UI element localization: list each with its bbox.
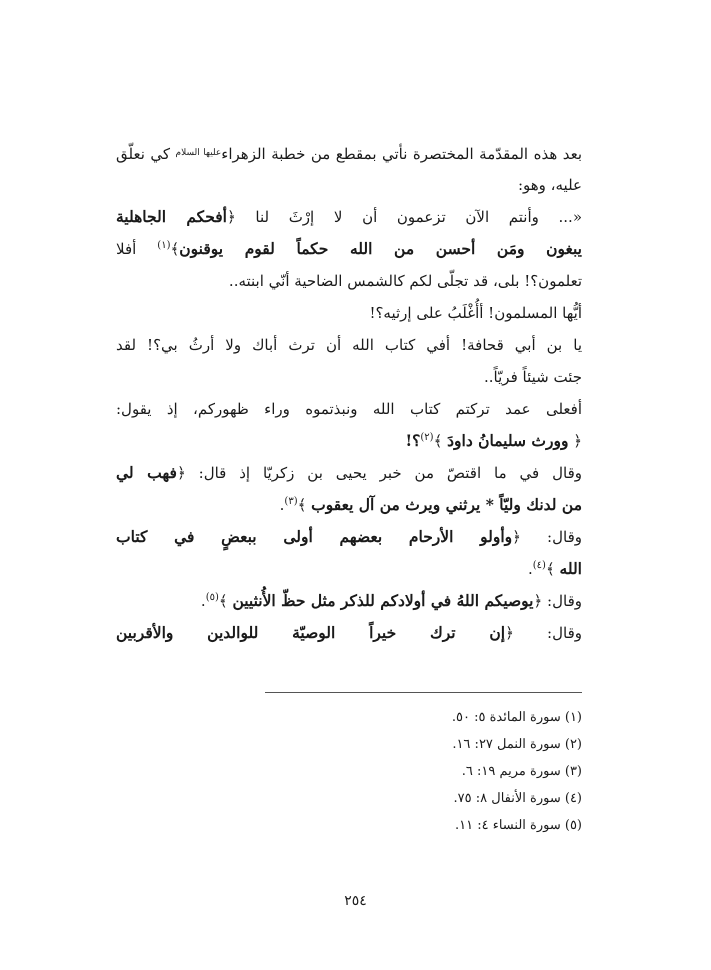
text-line — [116, 169, 582, 201]
quran-quote: الله — [559, 559, 582, 578]
punctuation: . — [200, 592, 206, 610]
intro-text-2: عليه، وهو: — [517, 176, 582, 194]
main-text — [116, 137, 582, 649]
footnotes — [116, 704, 582, 839]
footnote: (١) سورة المائدة ٥: ٥٠. — [451, 710, 582, 725]
page-number: ٢٥٤ — [344, 893, 367, 909]
bracket: ﴾ — [218, 592, 233, 610]
text-line — [116, 297, 582, 329]
text-line — [116, 489, 582, 521]
text-line — [116, 393, 582, 425]
footnote: (٢) سورة النمل ٢٧: ١٦. — [452, 737, 582, 752]
khutba-text: جئت شيئاً فريّاً.. — [484, 368, 582, 386]
text-line — [116, 553, 582, 585]
khutba-text: أفلا — [116, 240, 158, 258]
footnote-divider — [265, 692, 582, 693]
khutba-text: يا بن أبي قحافة! أفي كتاب الله أن ترث أباك ولا أرثُ بي؟! لقد — [116, 336, 582, 354]
quran-quote: يوصيكم اللهُ في أولادكم للذكر مثل حظّ الأُنثيين — [232, 591, 534, 610]
quran-quote: وورث سليمانُ داودَ — [447, 431, 569, 450]
footnote: (٥) سورة النساء ٤: ١١. — [454, 818, 582, 833]
khutba-text: «... وأنتم الآن تزعمون أن لا إرْثَ لنا ﴿ — [226, 208, 583, 226]
punctuation: . — [279, 496, 285, 514]
text-line — [116, 425, 582, 457]
quran-quote: إن ترك خيراً الوصيّة للوالدين والأقربين — [116, 623, 506, 642]
text-line — [116, 329, 582, 361]
khutba-text: وقال في ما اقتصّ من خبر يحيى بن زكريّا إذ قال: ﴿ — [176, 464, 583, 482]
bracket: ﴾ — [170, 240, 180, 258]
khutba-text: أفعلى عمد تركتم كتاب الله ونبذتموه وراء ظهوركم، إذ يقول: — [116, 400, 582, 418]
text-line — [116, 521, 582, 553]
punctuation: ؟! — [405, 431, 421, 450]
bracket: ﴿ — [568, 432, 582, 450]
bracket: ﴾ — [297, 496, 312, 514]
text-line — [116, 585, 582, 617]
quran-quote: يبغون ومَن أحسن من الله حكماً لقوم يوقنون — [179, 239, 582, 258]
footnote-ref: (١) — [157, 240, 171, 251]
khutba-text: وقال: ﴿ — [512, 528, 582, 546]
salawat-glyph: عليها السلام — [175, 148, 222, 158]
footnote-ref: (٤) — [532, 560, 546, 571]
footnote: (٤) سورة الأنفال ٨: ٧٥. — [453, 791, 582, 806]
bracket: ﴾ — [545, 560, 560, 578]
punctuation: . — [527, 560, 533, 578]
text-line — [116, 457, 582, 489]
footnote-ref: (٢) — [420, 432, 434, 443]
footnote-ref: (٣) — [284, 496, 298, 507]
bracket: ﴾ — [433, 432, 448, 450]
text-line — [116, 233, 582, 265]
text-line — [116, 361, 582, 393]
text-line — [116, 137, 582, 169]
khutba-text: وقال: ﴿ — [533, 592, 582, 610]
intro-text-end: كي نعلّق — [116, 145, 176, 163]
footnote: (٣) سورة مريم ١٩: ٦. — [461, 764, 582, 779]
footnote-ref: (٥) — [205, 592, 219, 603]
khutba-text: وقال: ﴿ — [505, 624, 582, 642]
intro-text: بعد هذه المقدّمة المختصرة نأتي بمقطع من خطبة الزهراء — [221, 145, 583, 163]
text-line — [116, 265, 582, 297]
text-line — [116, 201, 582, 233]
khutba-text: تعلمون؟! بلى، قد تجلّى لكم كالشمس الضاحية أنّي ابنته.. — [228, 272, 582, 290]
quran-quote: فهب لي — [116, 463, 177, 482]
quran-quote: أفحكم الجاهلية — [116, 207, 227, 226]
quran-quote: وأولو الأرحام بعضهم أولى ببعضٍ في كتاب — [116, 527, 513, 546]
quran-quote: من لدنك وليّاً * يرثني ويرث من آل يعقوب — [311, 495, 582, 514]
text-line — [116, 617, 582, 649]
khutba-text: أيُّها المسلمون! أأُغْلَبُ على إرثيه؟! — [369, 304, 582, 322]
